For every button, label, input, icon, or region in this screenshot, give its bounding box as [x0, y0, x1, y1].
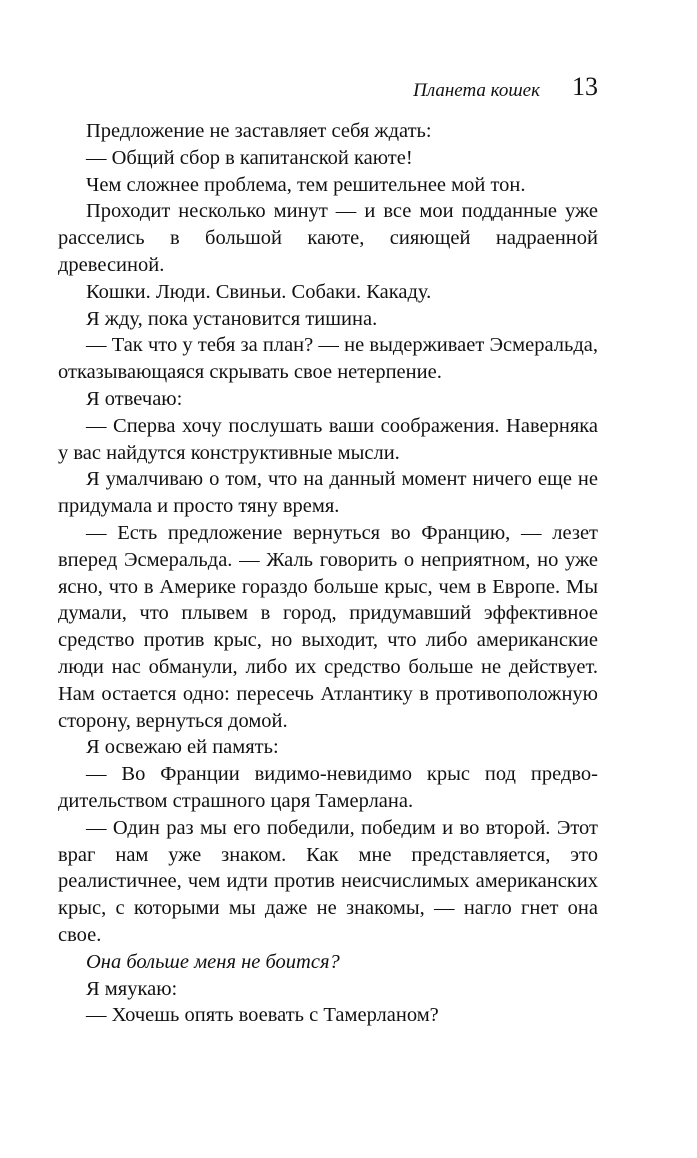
paragraph: — Есть предложение вернуться во Францию, — лезет вперед Эсмеральда. — Жаль говорить о неприятном, но уже ясно, что в Америке гораздо больше крыс, чем в Европе. Мы думали, что плывем в город, придумавший эффективное средство против крыс, но выходит, что либо американские люди нас обманули, либо их средство больше не действует. Нам остается одно: пересечь Атлантику в противоположную сторону, вернуться домой. — [58, 521, 598, 732]
paragraph: — Так что у тебя за план? — не выдерживает Эсмеральда, отказывающаяся скрывать свое нетерпение. — [58, 334, 598, 384]
paragraph: — Общий сбор в капитанской каюте! — [86, 146, 413, 169]
page-number: 13 — [572, 72, 598, 101]
paragraph: — Во Франции видимо-невидимо крыс под предводительством страшного царя Тамерлана. — [58, 763, 598, 812]
body-text — [58, 118, 598, 1029]
paragraph: Я жду, пока установится тишина. — [86, 307, 378, 330]
paragraph: — Сперва хочу послушать ваши соображения. Наверняка у вас найдутся конструктивные мысли. — [58, 414, 598, 464]
paragraph: Кошки. Люди. Свиньи. Собаки. Какаду. — [86, 280, 432, 303]
paragraph-italic: Она больше меня не боится? — [86, 950, 340, 973]
book-page — [58, 68, 598, 1029]
paragraph: Я освежаю ей память: — [86, 736, 279, 759]
paragraph: Я мяукаю: — [86, 977, 178, 1000]
paragraph: Я отвечаю: — [86, 387, 183, 410]
paragraph: Чем сложнее проблема, тем решительнее мой тон. — [86, 173, 526, 196]
paragraph: Я умалчиваю о том, что на данный момент ничего еще не придумала и просто тяну время. — [58, 468, 598, 518]
page-header — [58, 68, 598, 108]
paragraph: Предложение не заставляет себя ждать: — [86, 120, 432, 142]
paragraph: Проходит несколько минут — и все мои подданные уже расселись в большой каюте, сияющей надраенной древесиной. — [58, 200, 598, 276]
paragraph: — Хочешь опять воевать с Тамерланом? — [86, 1004, 439, 1027]
running-title: Планета кошек — [413, 80, 540, 101]
paragraph: — Один раз мы его победили, победим и во второй. Этот враг нам уже знаком. Как мне представляется, это реалистичнее, чем идти против неисчислимых американских крыс, с которыми мы даже не знакомы, — нагло гнет она свое. — [58, 816, 598, 946]
